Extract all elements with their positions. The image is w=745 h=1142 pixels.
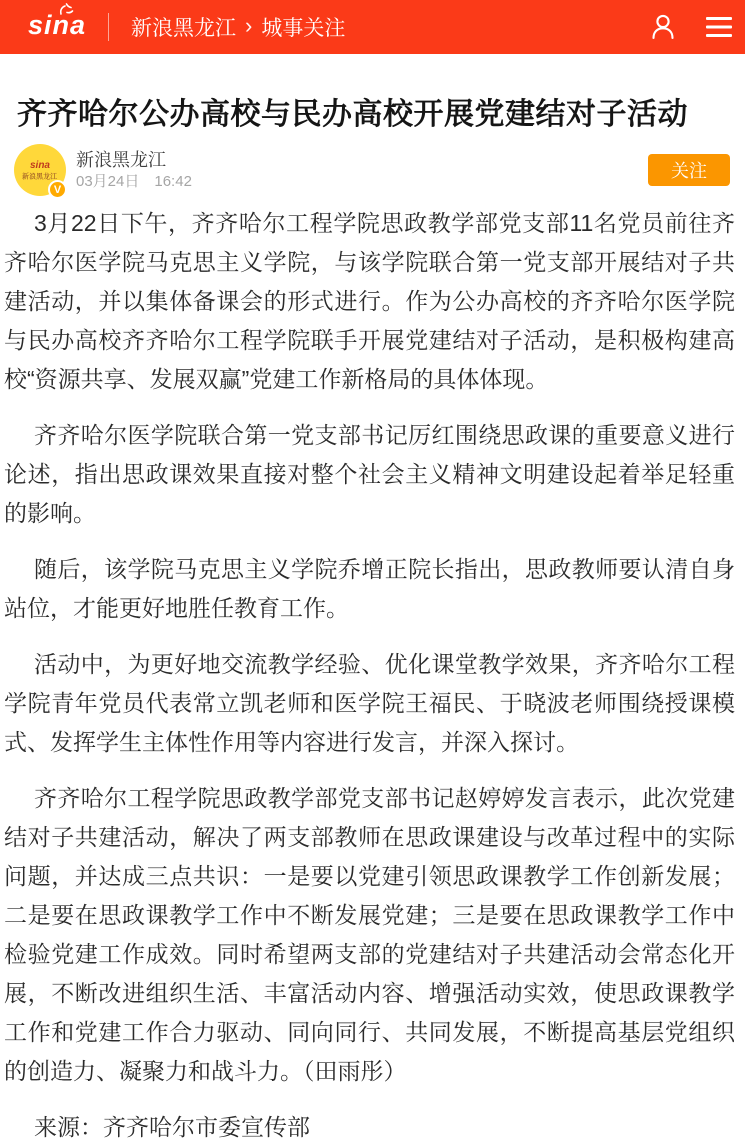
header-divider xyxy=(108,13,109,41)
sina-logo[interactable] xyxy=(28,12,86,42)
breadcrumb-section-link[interactable]: 城事关注 xyxy=(261,17,346,40)
article-page xyxy=(0,96,745,1142)
publish-time: 16:42 xyxy=(154,173,192,190)
user-icon[interactable] xyxy=(647,11,679,43)
paragraph-5: 齐齐哈尔工程学院思政教学部党支部书记赵婷婷发言表示，此次党建结对子共建活动，解决了两支部教师在思政课建设与改革过程中的实际问题，并达成三点共识：一是要以党建引领思政课教学工作创新发展；二是要在思政课教学工作中不断发展党建；三是要在思政课教学工作中检验党建工作成效。同时希望两支部的党建结对子共建活动会常态化开展，不断改进组织生活、丰富活动内容、增强活动实效，使思政课教学工作和党建工作合力驱动、同向同行、共同发展，不断提高基层党组织的创造力、凝聚力和战斗力。（田雨彤） xyxy=(4,785,735,1084)
verified-badge-icon: V xyxy=(48,180,67,199)
source-line: 来源：齐齐哈尔市委宣传部 xyxy=(34,1114,310,1140)
avatar-caption-text: 新浪黑龙江 xyxy=(22,171,58,180)
paragraph-4: 活动中，为更好地交流教学经验、优化课堂教学效果，齐齐哈尔工程学院青年党员代表常立凯老师和医学院王福民、于晓波老师围绕授课模式、发挥学生主体性作用等内容进行发言，并深入探讨。 xyxy=(4,651,735,755)
sina-logo-text: sina xyxy=(28,10,87,40)
paragraph-2: 齐齐哈尔医学院联合第一党支部书记厉红围绕思政课的重要意义进行论述，指出思政课效果直接对整个社会主义精神文明建设起着举足轻重的影响。 xyxy=(4,422,735,526)
article-title: 齐齐哈尔公办高校与民办高校开展党建结对子活动 xyxy=(17,98,688,131)
follow-button[interactable]: 关注 xyxy=(648,154,730,186)
paragraph-3: 随后，该学院马克思主义学院乔增正院长指出，思政教师要认清自身站位，才能更好地胜任教育工作。 xyxy=(4,556,735,621)
top-header xyxy=(0,0,745,54)
author-avatar[interactable] xyxy=(14,144,66,196)
author-meta xyxy=(76,150,192,190)
publish-date: 03月24日 xyxy=(76,173,140,190)
sina-flame-icon xyxy=(59,3,74,21)
article-body xyxy=(0,204,745,1142)
breadcrumb-chevron-icon: › xyxy=(245,13,253,38)
paragraph-1: 3月22日下午，齐齐哈尔工程学院思政教学部党支部11名党员前往齐齐哈尔医学院马克思主义学院，与该学院联合第一党支部开展结对子共建活动，并以集体备课会的形式进行。作为公办高校的齐齐哈尔医学院与民办高校齐齐哈尔工程学院联手开展党建结对子活动，是积极构建高校“资源共享、发展双赢”党建工作新格局的具体体现。 xyxy=(4,210,735,392)
publish-datetime xyxy=(76,173,192,190)
author-row xyxy=(14,144,730,196)
author-name[interactable]: 新浪黑龙江 xyxy=(76,150,166,170)
breadcrumb-site-link[interactable]: 新浪黑龙江 xyxy=(131,17,237,40)
hamburger-menu-icon[interactable] xyxy=(705,15,733,39)
breadcrumb xyxy=(131,12,345,42)
avatar-brand-text: sina xyxy=(29,159,50,171)
